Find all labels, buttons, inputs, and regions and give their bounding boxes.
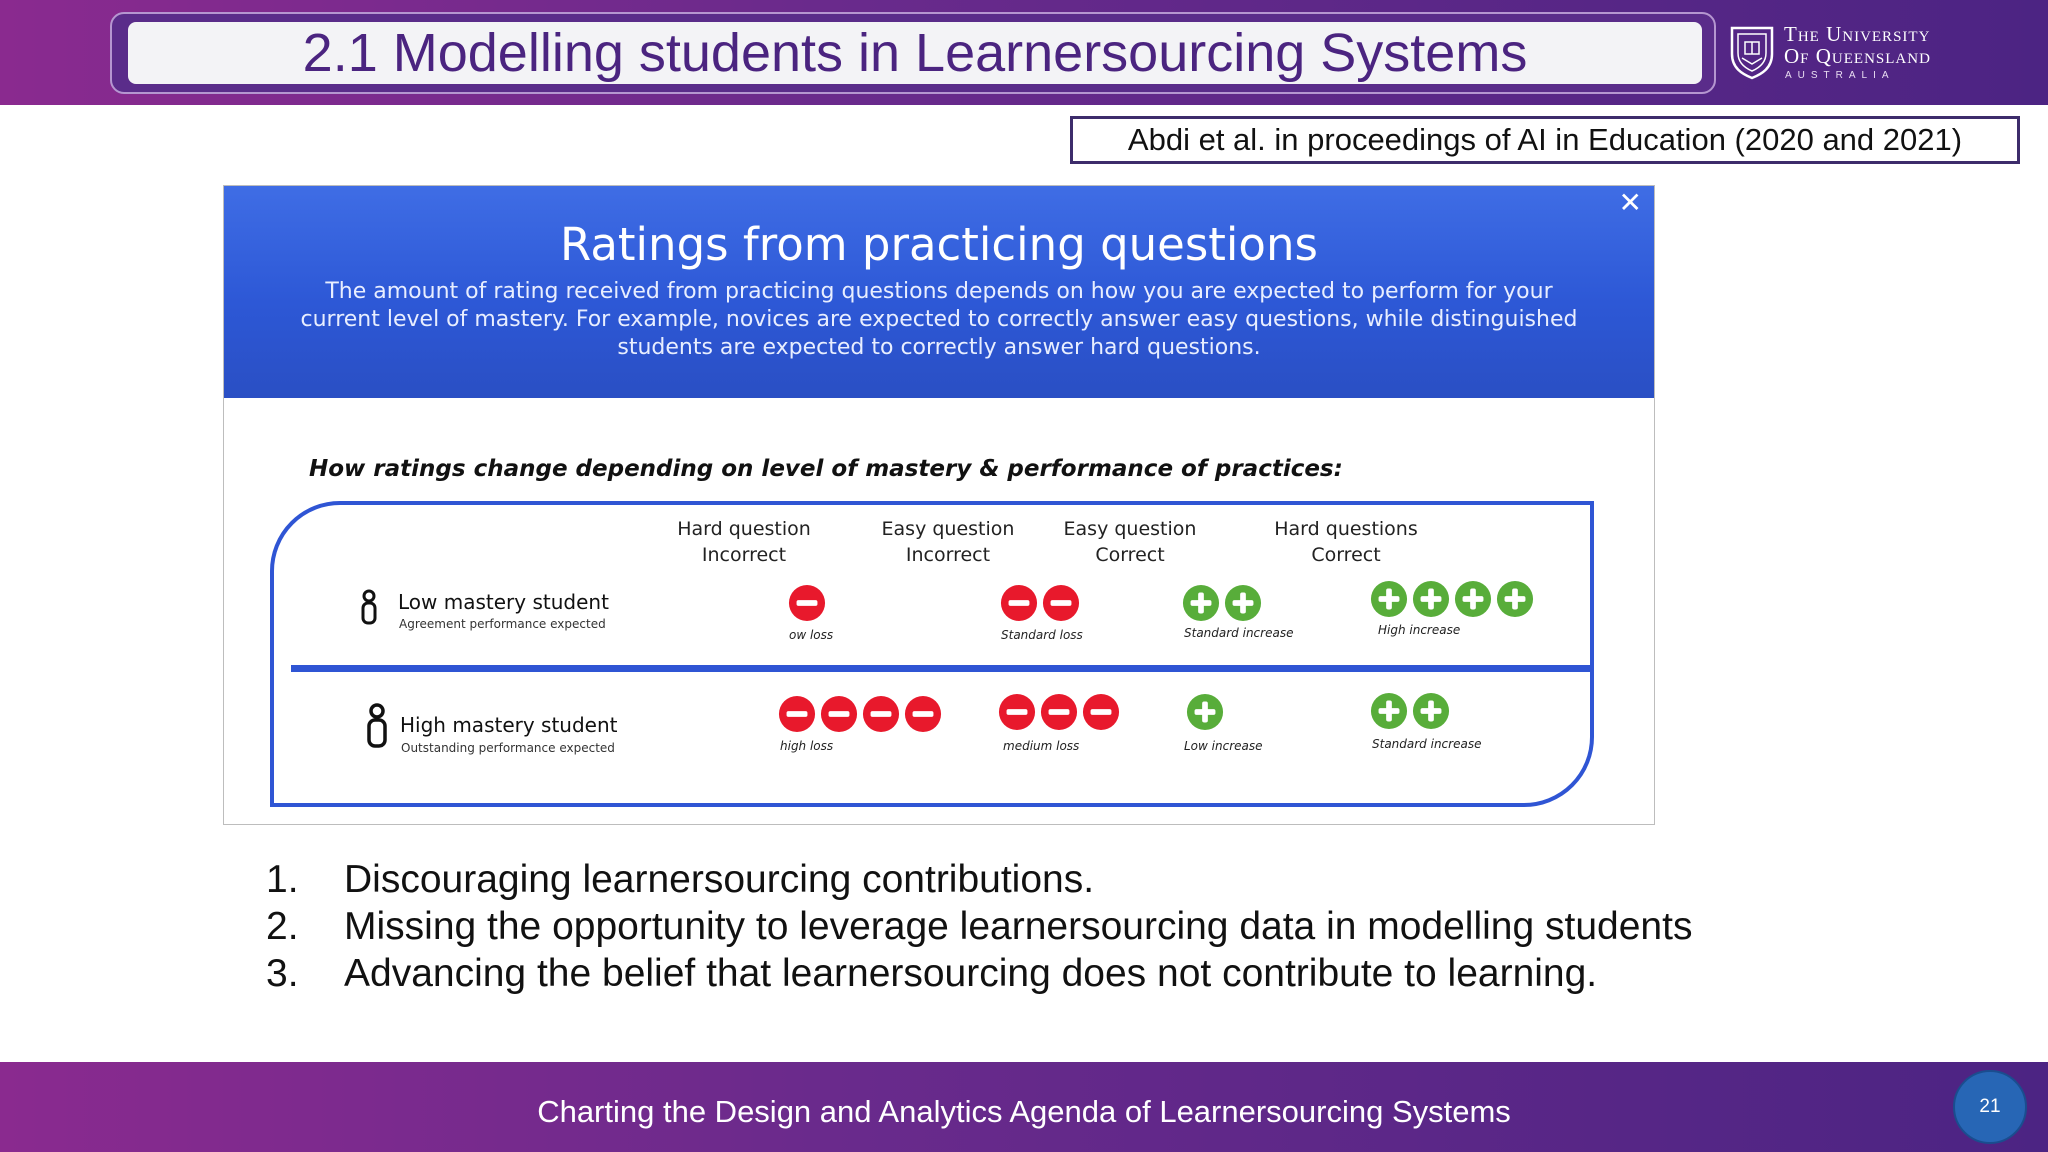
plus-circle-icon (1370, 580, 1408, 618)
col-header-line: Incorrect (701, 544, 787, 566)
student-icon (364, 702, 390, 752)
minus-circle-icon (1000, 584, 1038, 622)
plus-circle-icon (1412, 580, 1450, 618)
citation-text: Abdi et al. in proceedings of AI in Education (2020 and 2021) (1127, 122, 1963, 157)
bullet-text: Discouraging learnersourcing contributions. (344, 858, 1095, 901)
col-header-line: Easy question (1063, 518, 1197, 540)
rating-marks-low-easy-correct (1182, 584, 1262, 622)
title-frame (110, 12, 1716, 94)
col-header-easy-incorrect (848, 516, 1048, 568)
rating-label: Standard increase (1184, 626, 1294, 640)
rating-marks-high-easy-correct (1186, 693, 1224, 731)
plus-circle-icon (1496, 580, 1534, 618)
rating-label: Low increase (1184, 739, 1263, 753)
slide-footer (0, 1062, 2048, 1152)
rating-marks-high-easy-incorrect (998, 693, 1120, 731)
rating-marks-low-easy-incorrect (1000, 584, 1080, 622)
col-header-line: Correct (1311, 544, 1381, 566)
slide-header (0, 0, 2048, 105)
plus-circle-icon (1370, 692, 1408, 730)
logo-text-line2: Of Queensland (1784, 44, 1931, 68)
title-box (128, 22, 1702, 84)
bullet-number: 1. (266, 858, 299, 901)
bullet-item (266, 903, 1692, 950)
rating-label: high loss (780, 739, 834, 753)
col-header-easy-correct (1030, 516, 1230, 568)
bullet-text: Missing the opportunity to leverage learnersourcing data in modelling students (344, 905, 1693, 948)
page-number-badge (1953, 1070, 2027, 1144)
minus-circle-icon (778, 695, 816, 733)
plus-circle-icon (1186, 693, 1224, 731)
banner-title: Ratings from practicing questions (560, 218, 1318, 271)
rating-marks-high-hard-incorrect (778, 695, 942, 733)
col-header-line: Hard questions (1274, 518, 1418, 540)
bullet-item (266, 856, 1692, 903)
bullet-text: Advancing the belief that learnersourcing does not contribute to learning. (344, 952, 1598, 995)
col-header-line: Easy question (881, 518, 1015, 540)
ratings-banner (224, 186, 1654, 398)
bullet-item (266, 950, 1692, 997)
student-icon (359, 589, 379, 627)
citation-box (1070, 116, 2020, 164)
bullet-list (266, 856, 1692, 997)
slide-title: 2.1 Modelling students in Learnersourcing Systems (302, 23, 1528, 83)
col-header-hard-correct (1246, 516, 1446, 568)
plus-circle-icon (1182, 584, 1220, 622)
col-header-line: Hard question (677, 518, 811, 540)
minus-circle-icon (1082, 693, 1120, 731)
page-number: 21 (1979, 1096, 2001, 1117)
rating-label: Standard loss (1001, 628, 1083, 642)
minus-circle-icon (904, 695, 942, 733)
plus-circle-icon (1412, 692, 1450, 730)
high-mastery-subtitle: Outstanding performance expected (401, 741, 615, 755)
rating-marks-low-hard-correct (1370, 580, 1534, 618)
row-divider (291, 665, 1591, 672)
plus-circle-icon (1454, 580, 1492, 618)
plus-circle-icon (1224, 584, 1262, 622)
minus-circle-icon (820, 695, 858, 733)
high-mastery-label: High mastery student (400, 713, 618, 737)
rating-label: Standard increase (1372, 737, 1482, 751)
rating-label: medium loss (1003, 739, 1080, 753)
col-header-hard-incorrect (644, 516, 844, 568)
uq-crest-icon (1728, 24, 1776, 80)
minus-circle-icon (788, 584, 826, 622)
col-header-line: Correct (1095, 544, 1165, 566)
low-mastery-label: Low mastery student (398, 590, 609, 614)
bullet-number: 3. (266, 952, 299, 995)
rating-label: ow loss (789, 628, 834, 642)
rating-marks-high-hard-correct (1370, 692, 1450, 730)
minus-circle-icon (1040, 693, 1078, 731)
footer-text: Charting the Design and Analytics Agenda of Learnersourcing Systems (537, 1094, 1511, 1129)
table-heading: How ratings change depending on level of mastery & performance of practices: (309, 456, 1343, 482)
minus-circle-icon (862, 695, 900, 733)
minus-circle-icon (998, 693, 1036, 731)
logo-text-line1: The University (1784, 22, 1931, 46)
col-header-line: Incorrect (905, 544, 991, 566)
bullet-number: 2. (266, 905, 299, 948)
low-mastery-subtitle: Agreement performance expected (399, 617, 606, 631)
embedded-screenshot (223, 185, 1655, 825)
university-logo (1728, 20, 2038, 86)
banner-description: The amount of rating received from practicing questions depends on how you are expected to perform for your current level of mastery. For example, novices are expected to correctly answer easy questions, while distinguished students are expected to correctly answer hard questions. (300, 279, 1578, 360)
close-icon[interactable]: ✕ (1618, 187, 1642, 218)
logo-text-line3: AUSTRALIA (1785, 70, 1895, 81)
rating-marks-low-hard-incorrect (788, 584, 826, 622)
minus-circle-icon (1042, 584, 1080, 622)
rating-label: High increase (1378, 623, 1461, 637)
